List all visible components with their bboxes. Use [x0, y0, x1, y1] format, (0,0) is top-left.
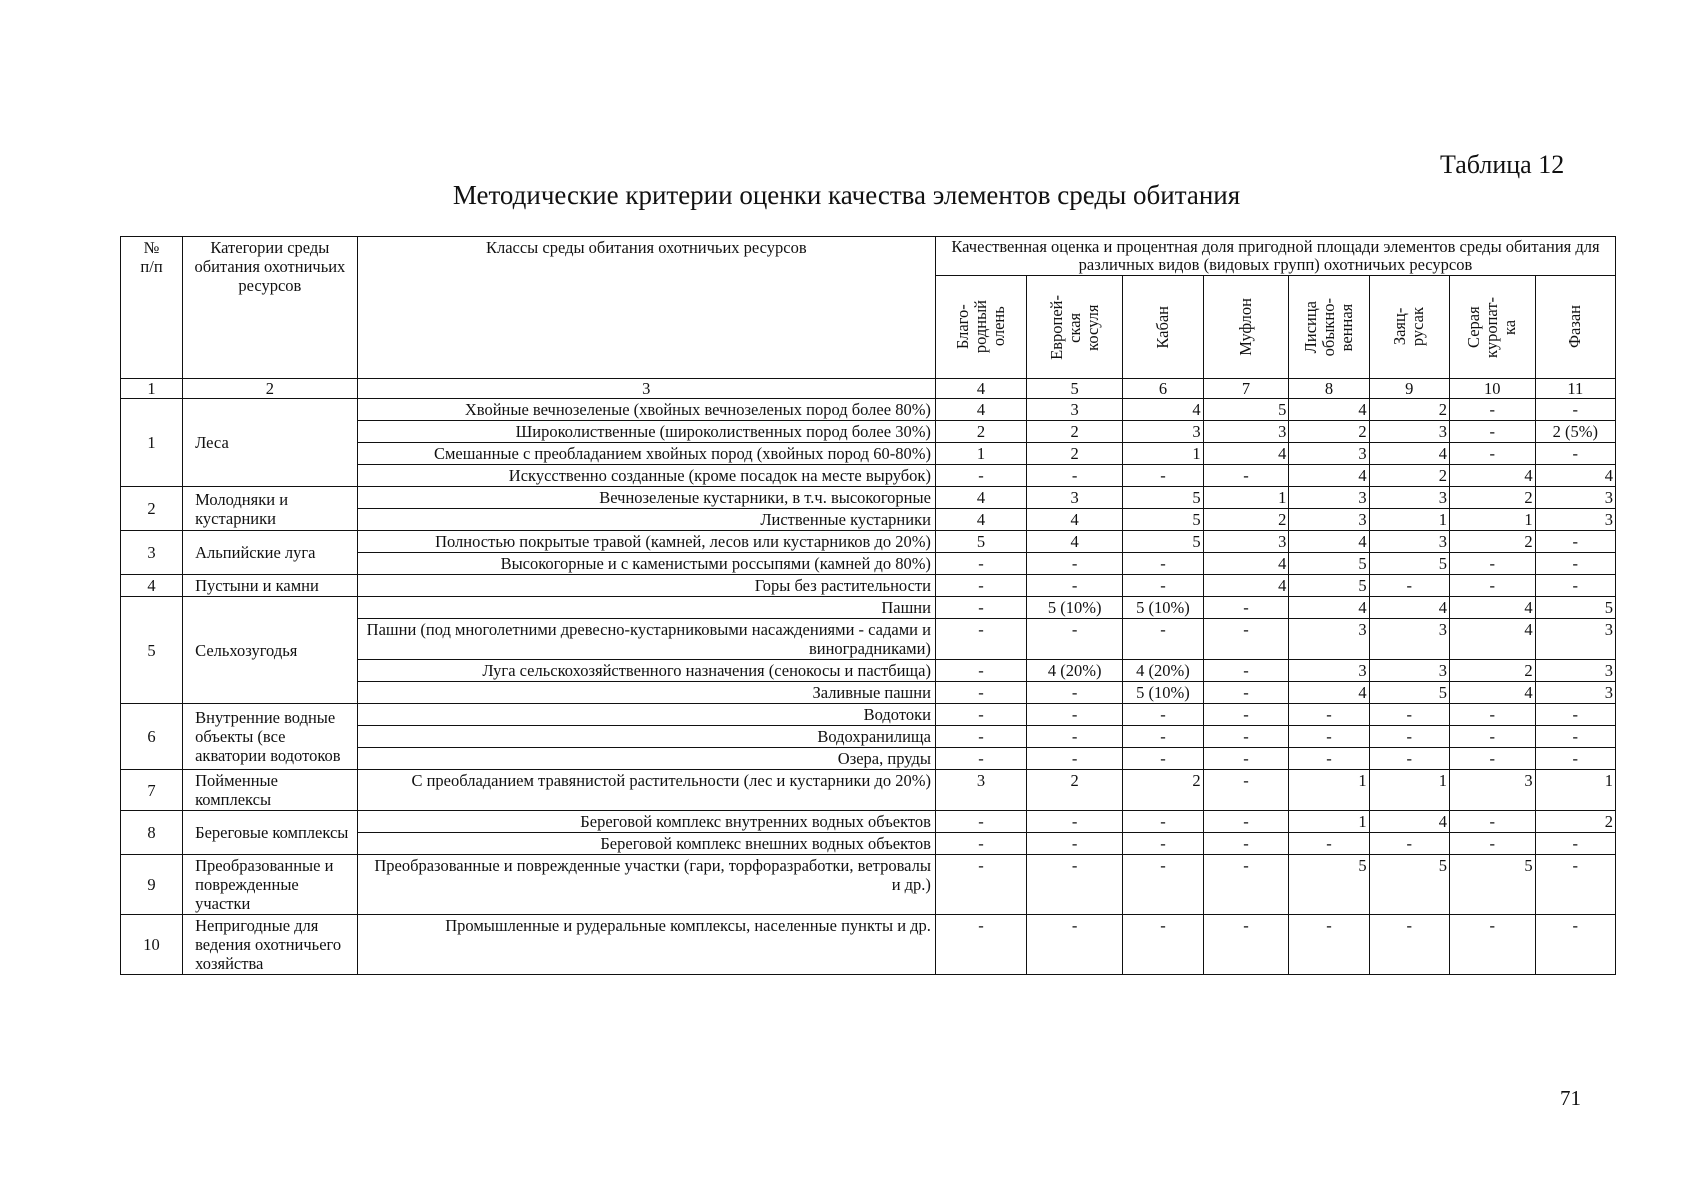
score-cell: -	[1369, 575, 1449, 597]
score-cell: 3	[1369, 531, 1449, 553]
score-cell: -	[1449, 748, 1535, 770]
score-cell: -	[1203, 704, 1289, 726]
score-cell: -	[1535, 704, 1615, 726]
header-species-4	[1203, 276, 1289, 379]
score-cell: 5	[1203, 399, 1289, 421]
score-cell: 3	[1535, 682, 1615, 704]
score-cell: 5	[1369, 553, 1449, 575]
habitat-class: С преобладанием травянистой растительности (лес и кустарники до 20%)	[357, 770, 935, 811]
score-cell: 2	[1449, 660, 1535, 682]
habitat-class: Лиственные кустарники	[357, 509, 935, 531]
score-cell: -	[1026, 726, 1122, 748]
score-cell: 2	[1026, 443, 1122, 465]
score-cell: 5	[1123, 531, 1203, 553]
score-cell: 1	[1289, 811, 1369, 833]
page-title: Методические критерии оценки качества элементов среды обитания	[452, 180, 1241, 210]
group-number: 6	[121, 704, 183, 770]
score-cell: -	[1026, 704, 1122, 726]
score-cell: 4	[1203, 575, 1289, 597]
header-species-label: Кабан	[1152, 305, 1172, 349]
header-species-6	[1369, 276, 1449, 379]
score-cell: -	[1369, 704, 1449, 726]
score-cell: -	[935, 833, 1026, 855]
group-number: 10	[121, 915, 183, 975]
table-row	[121, 575, 1616, 597]
score-cell: 4	[1203, 443, 1289, 465]
header-species-label: Фазан	[1565, 305, 1585, 349]
habitat-class: Полностью покрытые травой (камней, лесов или кустарников до 20%)	[357, 531, 935, 553]
score-cell: 4	[1535, 465, 1615, 487]
group-category: Преобразованные и поврежденные участки	[183, 855, 358, 915]
score-cell: 3	[935, 770, 1026, 811]
score-cell: -	[1449, 553, 1535, 575]
table-row	[121, 704, 1616, 726]
score-cell: 3	[1535, 509, 1615, 531]
header-species-label: Лисица обыкно- венная	[1300, 297, 1356, 357]
score-cell: -	[1123, 553, 1203, 575]
score-cell: -	[935, 465, 1026, 487]
score-cell: -	[1203, 811, 1289, 833]
group-number: 9	[121, 855, 183, 915]
score-cell: -	[1123, 748, 1203, 770]
score-cell: 4	[1289, 597, 1369, 619]
score-cell: -	[935, 704, 1026, 726]
score-cell: -	[1203, 748, 1289, 770]
score-cell: -	[935, 726, 1026, 748]
table-row	[121, 770, 1616, 811]
score-cell: 4	[1449, 465, 1535, 487]
score-cell: 1	[1369, 770, 1449, 811]
score-cell: -	[935, 597, 1026, 619]
score-cell: -	[1203, 660, 1289, 682]
score-cell: 2 (5%)	[1535, 421, 1615, 443]
score-cell: -	[1123, 619, 1203, 660]
score-cell: -	[935, 682, 1026, 704]
score-cell: -	[1449, 575, 1535, 597]
score-cell: 4 (20%)	[1123, 660, 1203, 682]
group-category: Альпийские луга	[183, 531, 358, 575]
column-number: 5	[1026, 379, 1122, 399]
score-cell: 4	[1369, 811, 1449, 833]
score-cell: 5	[935, 531, 1026, 553]
column-number: 6	[1123, 379, 1203, 399]
header-species-8	[1535, 276, 1615, 379]
table-row	[121, 399, 1616, 421]
score-cell: 5	[1369, 682, 1449, 704]
habitat-class: Горы без растительности	[357, 575, 935, 597]
column-number: 2	[183, 379, 358, 399]
score-cell: -	[1203, 833, 1289, 855]
score-cell: -	[1123, 575, 1203, 597]
score-cell: 3	[1026, 399, 1122, 421]
habitat-class: Заливные пашни	[357, 682, 935, 704]
column-number: 3	[357, 379, 935, 399]
score-cell: -	[1203, 619, 1289, 660]
score-cell: 3	[1449, 770, 1535, 811]
group-category: Пойменные комплексы	[183, 770, 358, 811]
header-class: Классы среды обитания охотничьих ресурсов	[357, 237, 935, 379]
header-species-1	[935, 276, 1026, 379]
score-cell: 1	[1289, 770, 1369, 811]
score-cell: 4	[1449, 682, 1535, 704]
score-cell: -	[935, 748, 1026, 770]
header-row-1	[121, 237, 1616, 276]
score-cell: -	[935, 811, 1026, 833]
column-number: 9	[1369, 379, 1449, 399]
score-cell: 2	[935, 421, 1026, 443]
score-cell: -	[1449, 726, 1535, 748]
score-cell: 2	[1369, 465, 1449, 487]
column-number: 8	[1289, 379, 1369, 399]
score-cell: -	[1449, 399, 1535, 421]
score-cell: -	[1123, 915, 1203, 975]
score-cell: 3	[1289, 619, 1369, 660]
score-cell: 4	[1026, 509, 1122, 531]
header-species-label: Серая куропат- ка	[1464, 296, 1520, 358]
score-cell: -	[1203, 855, 1289, 915]
header-species-7	[1449, 276, 1535, 379]
score-cell: -	[1289, 915, 1369, 975]
score-cell: 1	[935, 443, 1026, 465]
score-cell: -	[1289, 748, 1369, 770]
score-cell: 2	[1369, 399, 1449, 421]
habitat-class: Береговой комплекс внешних водных объектов	[357, 833, 935, 855]
habitat-class: Смешанные с преобладанием хвойных пород (хвойных пород 60-80%)	[357, 443, 935, 465]
score-cell: 3	[1369, 421, 1449, 443]
group-number: 1	[121, 399, 183, 487]
score-cell: 2	[1026, 770, 1122, 811]
group-category: Молодняки и кустарники	[183, 487, 358, 531]
score-cell: 4	[1203, 553, 1289, 575]
table-row	[121, 811, 1616, 833]
column-number: 1	[121, 379, 183, 399]
score-cell: -	[1535, 726, 1615, 748]
score-cell: -	[1123, 833, 1203, 855]
group-category: Непригодные для ведения охотничьего хозяйства	[183, 915, 358, 975]
score-cell: -	[1535, 575, 1615, 597]
score-cell: -	[1369, 726, 1449, 748]
score-cell: 4	[935, 487, 1026, 509]
score-cell: 3	[1535, 487, 1615, 509]
score-cell: 4	[1289, 465, 1369, 487]
score-cell: 5	[1369, 855, 1449, 915]
habitat-class: Промышленные и рудеральные комплексы, населенные пункты и др.	[357, 915, 935, 975]
score-cell: 4	[935, 399, 1026, 421]
header-species-label: Заяц- русак	[1390, 307, 1428, 347]
habitat-class: Водотоки	[357, 704, 935, 726]
score-cell: -	[1449, 811, 1535, 833]
table-row	[121, 915, 1616, 975]
score-cell: 5 (10%)	[1123, 682, 1203, 704]
score-cell: 3	[1203, 531, 1289, 553]
score-cell: 5	[1123, 487, 1203, 509]
score-cell: -	[1026, 915, 1122, 975]
score-cell: -	[1449, 421, 1535, 443]
score-cell: -	[1203, 682, 1289, 704]
score-cell: 4	[1449, 619, 1535, 660]
table-label: Таблица 12	[1440, 150, 1565, 179]
score-cell: 3	[1289, 660, 1369, 682]
score-cell: 4	[1289, 399, 1369, 421]
column-number: 7	[1203, 379, 1289, 399]
score-cell: 1	[1203, 487, 1289, 509]
score-cell: -	[1449, 443, 1535, 465]
score-cell: 3	[1535, 660, 1615, 682]
table-row	[121, 531, 1616, 553]
score-cell: 2	[1026, 421, 1122, 443]
score-cell: 1	[1369, 509, 1449, 531]
table-row	[121, 487, 1616, 509]
score-cell: -	[1369, 748, 1449, 770]
score-cell: -	[935, 855, 1026, 915]
score-cell: -	[1123, 726, 1203, 748]
score-cell: -	[1535, 399, 1615, 421]
habitat-class: Водохранилища	[357, 726, 935, 748]
score-cell: 3	[1289, 443, 1369, 465]
score-cell: 3	[1123, 421, 1203, 443]
score-cell: -	[1535, 531, 1615, 553]
habitat-class: Преобразованные и поврежденные участки (гари, торфоразработки, ветровалы и др.)	[357, 855, 935, 915]
score-cell: 1	[1535, 770, 1615, 811]
habitat-class: Пашни (под многолетними древесно-кустарниковыми насаждениями - садами и виноградниками)	[357, 619, 935, 660]
score-cell: 1	[1449, 509, 1535, 531]
score-cell: 2	[1123, 770, 1203, 811]
score-cell: -	[1289, 726, 1369, 748]
score-cell: 4	[1449, 597, 1535, 619]
score-cell: 5	[1535, 597, 1615, 619]
score-cell: -	[1203, 726, 1289, 748]
habitat-class: Вечнозеленые кустарники, в т.ч. высокогорные	[357, 487, 935, 509]
header-category: Категории среды обитания охотничьих ресурсов	[183, 237, 358, 379]
score-cell: 4	[935, 509, 1026, 531]
score-cell: -	[1026, 682, 1122, 704]
header-species-label: Благо- родный олень	[952, 300, 1008, 354]
score-cell: 3	[1369, 487, 1449, 509]
score-cell: -	[1535, 855, 1615, 915]
group-number: 3	[121, 531, 183, 575]
score-cell: 5 (10%)	[1026, 597, 1122, 619]
header-colnum-row	[121, 379, 1616, 399]
habitat-class: Озера, пруды	[357, 748, 935, 770]
habitat-class: Луга сельскохозяйственного назначения (сенокосы и пастбища)	[357, 660, 935, 682]
table-row	[121, 855, 1616, 915]
score-cell: -	[1369, 915, 1449, 975]
group-number: 4	[121, 575, 183, 597]
score-cell: -	[1203, 465, 1289, 487]
score-cell: -	[1289, 833, 1369, 855]
score-cell: 2	[1203, 509, 1289, 531]
table-row	[121, 597, 1616, 619]
criteria-table	[120, 236, 1616, 975]
score-cell: 4	[1369, 597, 1449, 619]
score-cell: 4	[1123, 399, 1203, 421]
header-num: № п/п	[121, 237, 183, 379]
score-cell: -	[1026, 619, 1122, 660]
group-number: 7	[121, 770, 183, 811]
score-cell: 3	[1369, 660, 1449, 682]
score-cell: -	[1026, 575, 1122, 597]
score-cell: -	[1535, 553, 1615, 575]
page-number: 71	[1560, 1086, 1581, 1110]
score-cell: -	[1026, 465, 1122, 487]
score-cell: 4	[1289, 682, 1369, 704]
score-cell: -	[935, 915, 1026, 975]
score-cell: -	[1449, 833, 1535, 855]
score-cell: -	[1449, 704, 1535, 726]
score-cell: 3	[1535, 619, 1615, 660]
score-cell: 4 (20%)	[1026, 660, 1122, 682]
score-cell: 2	[1449, 531, 1535, 553]
score-cell: -	[1026, 811, 1122, 833]
score-cell: 5	[1449, 855, 1535, 915]
score-cell: -	[1535, 748, 1615, 770]
score-cell: -	[1449, 915, 1535, 975]
habitat-class: Хвойные вечнозеленые (хвойных вечнозеленых пород более 80%)	[357, 399, 935, 421]
score-cell: -	[1123, 811, 1203, 833]
habitat-class: Береговой комплекс внутренних водных объектов	[357, 811, 935, 833]
score-cell: -	[1369, 833, 1449, 855]
score-cell: -	[935, 575, 1026, 597]
header-quality: Качественная оценка и процентная доля пригодной площади элементов среды обитания для различных видов (видовых групп) охотничьих ресурсов	[935, 237, 1615, 276]
score-cell: -	[1535, 443, 1615, 465]
score-cell: -	[1203, 770, 1289, 811]
habitat-class: Широколиственные (широколиственных пород более 30%)	[357, 421, 935, 443]
score-cell: -	[1203, 915, 1289, 975]
score-cell: -	[1123, 704, 1203, 726]
score-cell: -	[1026, 748, 1122, 770]
score-cell: 5	[1289, 575, 1369, 597]
group-category: Внутренние водные объекты (все акватории водотоков	[183, 704, 358, 770]
score-cell: -	[935, 553, 1026, 575]
header-species-label: Европей- ская косуля	[1046, 294, 1102, 360]
score-cell: -	[1535, 915, 1615, 975]
column-number: 10	[1449, 379, 1535, 399]
group-number: 2	[121, 487, 183, 531]
score-cell: -	[1123, 855, 1203, 915]
header-species-5	[1289, 276, 1369, 379]
score-cell: 4	[1289, 531, 1369, 553]
score-cell: -	[1535, 833, 1615, 855]
habitat-class: Высокогорные и с каменистыми россыпями (камней до 80%)	[357, 553, 935, 575]
score-cell: 3	[1289, 509, 1369, 531]
group-number: 5	[121, 597, 183, 704]
column-number: 4	[935, 379, 1026, 399]
score-cell: 3	[1026, 487, 1122, 509]
score-cell: 4	[1026, 531, 1122, 553]
score-cell: -	[1026, 855, 1122, 915]
column-number: 11	[1535, 379, 1615, 399]
score-cell: 3	[1289, 487, 1369, 509]
score-cell: 2	[1449, 487, 1535, 509]
score-cell: 3	[1369, 619, 1449, 660]
score-cell: 5	[1289, 855, 1369, 915]
score-cell: -	[1289, 704, 1369, 726]
score-cell: 5	[1123, 509, 1203, 531]
score-cell: 2	[1535, 811, 1615, 833]
score-cell: 2	[1289, 421, 1369, 443]
score-cell: -	[1123, 465, 1203, 487]
score-cell: -	[1026, 833, 1122, 855]
score-cell: 5 (10%)	[1123, 597, 1203, 619]
header-species-label: Муфлон	[1235, 298, 1255, 356]
score-cell: -	[1026, 553, 1122, 575]
score-cell: 5	[1289, 553, 1369, 575]
group-number: 8	[121, 811, 183, 855]
group-category: Береговые комплексы	[183, 811, 358, 855]
score-cell: -	[935, 660, 1026, 682]
score-cell: -	[935, 619, 1026, 660]
habitat-class: Пашни	[357, 597, 935, 619]
score-cell: 1	[1123, 443, 1203, 465]
header-species-3	[1123, 276, 1203, 379]
group-category: Пустыни и камни	[183, 575, 358, 597]
score-cell: -	[1203, 597, 1289, 619]
header-species-2	[1026, 276, 1122, 379]
score-cell: 3	[1203, 421, 1289, 443]
group-category: Сельхозугодья	[183, 597, 358, 704]
habitat-class: Искусственно созданные (кроме посадок на месте вырубок)	[357, 465, 935, 487]
group-category: Леса	[183, 399, 358, 487]
score-cell: 4	[1369, 443, 1449, 465]
